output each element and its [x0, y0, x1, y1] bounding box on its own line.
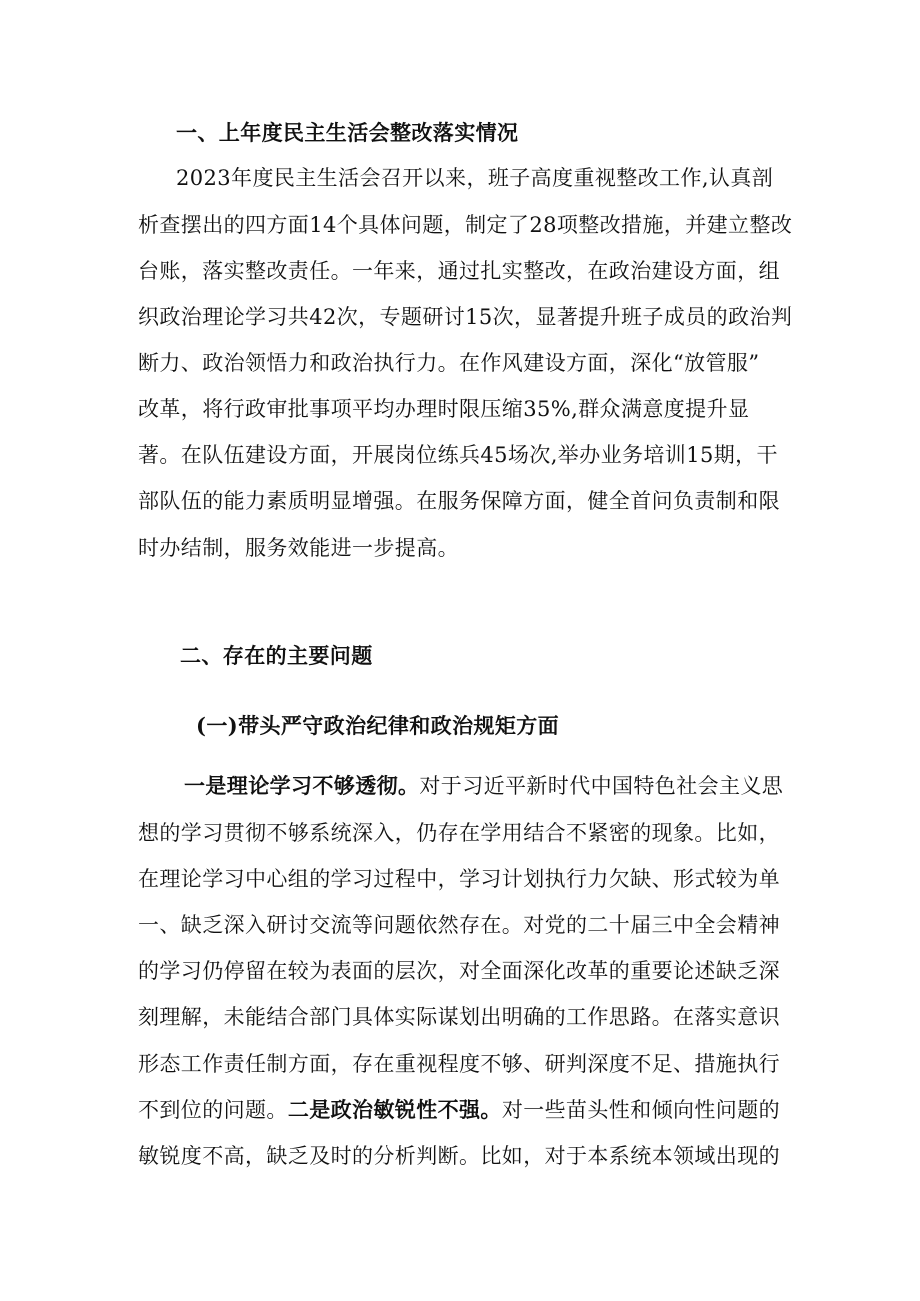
paragraph-line: 著。在队伍建设方面，开展岗位练兵45场次,举办业务培训15期，干	[138, 443, 778, 467]
paragraph-line: 敏锐度不高，缺乏及时的分析判断。比如，对于本系统本领域出现的	[138, 1144, 780, 1168]
point-text-1: 对于习近平新时代中国特色社会主义思	[419, 774, 784, 798]
paragraph-line: 部队伍的能力素质明显增强。在服务保障方面，健全首问负责制和限	[138, 489, 780, 513]
paragraph-line: 一、缺乏深入研讨交流等问题依然存在。对党的二十届三中全会精神	[138, 913, 780, 937]
paragraph-line: 想的学习贯彻不够系统深入，仍存在学用结合不紧密的现象。比如，	[138, 821, 780, 845]
point-text-2: 对一些苗头性和倾向性问题的	[501, 1098, 781, 1122]
subsection-heading: (一)带头严守政治纪律和政治规矩方面	[196, 713, 560, 738]
point-title-2: 二是政治敏锐性不强。	[287, 1097, 502, 1122]
paragraph-line: 在理论学习中心组的学习过程中，学习计划执行力欠缺、形式较为单	[138, 867, 780, 891]
paragraph-line: 析查摆出的四方面14个具体问题，制定了28项整改措施，并建立整改	[138, 213, 793, 237]
paragraph-line: 台账，落实整改责任。一年来，通过扎实整改，在政治建设方面，组	[138, 259, 780, 283]
paragraph-line	[138, 1095, 798, 1125]
paragraph-line: 织政治理论学习共42次，专题研讨15次，显著提升班子成员的政治判	[138, 305, 793, 329]
paragraph-line: 刻理解，未能结合部门具体实际谋划出明确的工作思路。在落实意识	[138, 1005, 780, 1029]
paragraph-line: 的学习仍停留在较为表面的层次，对全面深化改革的重要论述缺乏深	[138, 959, 780, 983]
point-text-1-end: 不到位的问题。	[138, 1098, 288, 1122]
paragraph-line: 2023年度民主生活会召开以来，班子高度重视整改工作,认真剖	[176, 166, 774, 190]
paragraph-line	[184, 771, 844, 801]
paragraph-line: 时办结制，服务效能进一步提高。	[138, 536, 459, 560]
section-heading-1: 一、上年度民主生活会整改落实情况	[176, 120, 519, 145]
section-heading-2: 二、存在的主要问题	[180, 643, 373, 668]
paragraph-line: 断力、政治领悟力和政治执行力。在作风建设方面，深化“放管服”	[138, 351, 760, 375]
paragraph-line: 形态工作责任制方面，存在重视程度不够、研判深度不足、措施执行	[138, 1052, 780, 1076]
point-title-1: 一是理论学习不够透彻。	[184, 773, 420, 798]
paragraph-line: 改革，将行政审批事项平均办理时限压缩35%,群众满意度提升显	[138, 397, 750, 421]
